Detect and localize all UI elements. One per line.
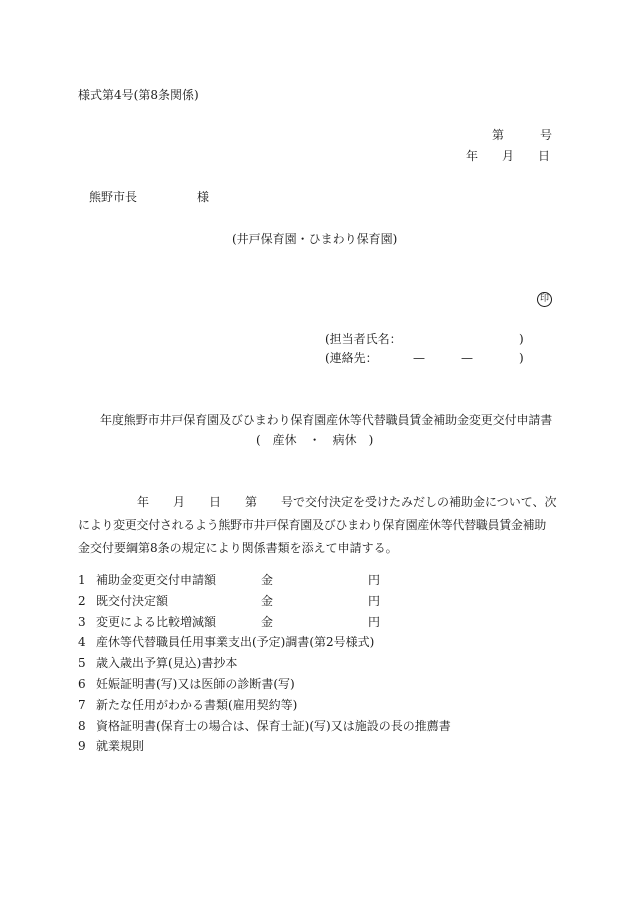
addressee: 熊野市長 様	[89, 190, 210, 204]
list-item	[78, 572, 558, 588]
item-number: 5	[78, 656, 86, 671]
list-item	[78, 614, 558, 630]
number-line: 第 号	[492, 128, 553, 142]
applicant-org: (井戸保育園・ひまわり保育園)	[232, 232, 398, 246]
item-label: 変更による比較増減額	[96, 614, 217, 629]
item-label: 妊娠証明書(写)又は医師の診断書(写)	[96, 677, 295, 691]
item-number: 6	[78, 677, 86, 691]
contact-phone-dash-1: —	[413, 351, 425, 365]
document-title: 年度熊野市井戸保育園及びひまわり保育園産休等代替職員賃金補助金変更交付申請書	[100, 413, 553, 427]
item-label: 歳入歳出予算(見込)書抄本	[96, 656, 238, 671]
item-number: 4	[78, 635, 86, 650]
list-item	[78, 676, 558, 692]
item-number: 8	[78, 718, 86, 733]
form-header: 様式第4号(第8条関係)	[78, 88, 199, 102]
list-item	[78, 738, 558, 754]
item-yen-label: 円	[368, 593, 381, 608]
item-label: 新たな任用がわかる書類(雇用契約等)	[96, 697, 298, 712]
contact-phone-dash-2: —	[461, 351, 473, 365]
application-body	[78, 491, 557, 560]
contact-phone-row	[325, 350, 535, 366]
item-number: 9	[78, 739, 86, 754]
item-number: 7	[78, 697, 86, 712]
item-kin-label: 金	[261, 614, 274, 629]
item-yen-label: 円	[368, 614, 381, 629]
item-label: 資格証明書(保育士の場合は、保育士証)(写)又は施設の長の推薦書	[96, 718, 451, 733]
leave-type: ( 産休 ・ 病休 )	[256, 433, 374, 447]
list-item	[78, 655, 558, 671]
item-label: 補助金変更交付申請額	[96, 573, 217, 587]
contact-phone-label: (連絡先：	[325, 351, 378, 365]
date-line: 年 月 日	[466, 149, 551, 163]
seal-icon: 印	[537, 292, 552, 307]
list-item	[78, 697, 558, 713]
seal-mark	[537, 289, 552, 307]
body-line-1: 年 月 日 第 号で交付決定を受けたみだしの補助金について、次	[137, 495, 557, 509]
contact-person-close: )	[519, 332, 524, 346]
item-label: 既交付決定額	[96, 593, 169, 608]
item-yen-label: 円	[368, 573, 381, 587]
item-number: 1	[78, 573, 86, 587]
list-item	[78, 593, 558, 609]
item-number: 2	[78, 593, 86, 608]
body-line-2: により変更交付されるよう熊野市井戸保育園及びひまわり保育園産休等代替職員賃金補助	[78, 518, 547, 532]
contact-phone-close: )	[519, 351, 524, 365]
item-label: 就業規則	[96, 739, 145, 754]
item-label: 産休等代替職員任用事業支出(予定)調書(第2号様式)	[96, 635, 375, 650]
list-item	[78, 634, 558, 650]
item-number: 3	[78, 614, 86, 629]
list-item	[78, 718, 558, 734]
body-line-3: 金交付要綱第8条の規定により関係書類を添えて申請する。	[78, 541, 398, 555]
contact-person-label: (担当者氏名：	[325, 332, 402, 346]
item-kin-label: 金	[261, 573, 274, 587]
item-kin-label: 金	[261, 593, 274, 608]
contact-person-row	[325, 331, 535, 347]
